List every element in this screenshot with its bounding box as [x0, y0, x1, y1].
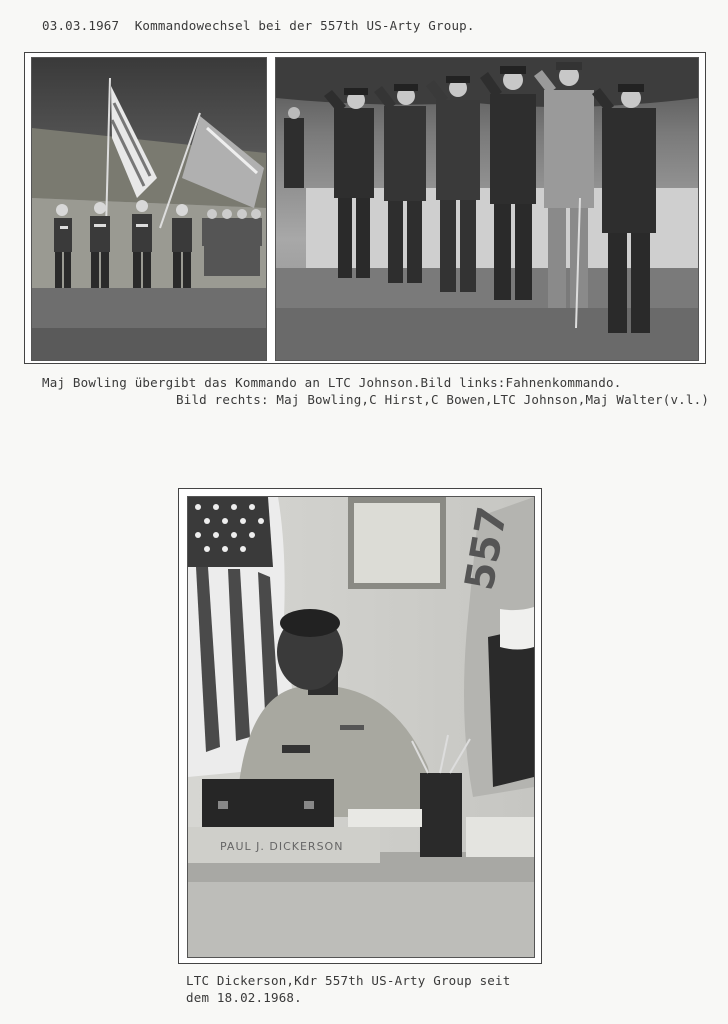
header-caption: 03.03.1967 Kommandowechsel bei der 557th US-Arty Group.: [42, 18, 475, 33]
bottom-photo-frame: [178, 488, 542, 964]
top-caption-line1: Maj Bowling übergibt das Kommando an LTC Johnson.Bild links:Fahnenkommando.: [42, 375, 622, 390]
dickerson-desk-photo: [187, 496, 535, 958]
bottom-caption-line1: LTC Dickerson,Kdr 557th US-Arty Group seit: [186, 973, 511, 988]
unit-flag-text: 557: [456, 503, 517, 594]
officers-salute-photo: [275, 57, 699, 361]
bottom-caption-line2: dem 18.02.1968.: [186, 990, 302, 1005]
color-guard-photo: [31, 57, 267, 361]
top-caption-line2: Bild rechts: Maj Bowling,C Hirst,C Bowen,LTC Johnson,Maj Walter(v.l.): [176, 392, 710, 407]
top-photos-frame: [24, 52, 706, 364]
desk-nameplate: PAUL J. DICKERSON: [220, 840, 344, 853]
